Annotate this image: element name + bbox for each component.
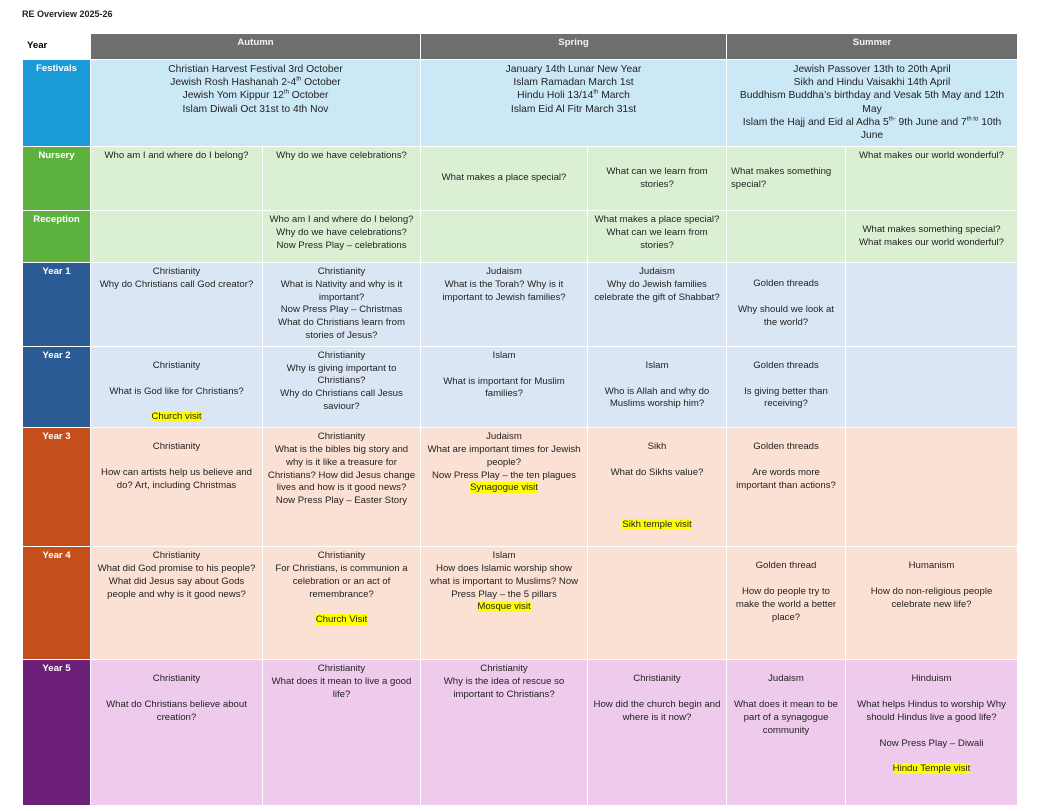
topic-question: What is important for Muslim families?	[443, 375, 565, 400]
topic-religion: Golden thread	[755, 560, 817, 572]
topic-question: How do non-religious people celebrate new life?	[870, 585, 993, 610]
visit-highlight: Hindu Temple visit	[892, 763, 971, 775]
year4-cell	[588, 547, 727, 660]
year2-cell	[846, 346, 1018, 427]
festival-line: 9th June and 7	[895, 116, 967, 128]
superscript: th	[593, 89, 599, 96]
superscript: th	[283, 89, 289, 96]
superscript: th to	[966, 116, 979, 123]
festivals-spring	[421, 60, 727, 147]
festival-line: Islam Ramadan March 1st	[513, 77, 634, 89]
row-label-year3: Year 3	[23, 428, 91, 547]
topic-religion: Christianity	[152, 441, 201, 453]
topic-question: Why do Jewish families celebrate the gift of Shabbat?	[594, 278, 720, 303]
festival-line: October	[288, 90, 329, 102]
year-header: Year	[23, 34, 91, 60]
topic-religion: Sikh	[647, 441, 667, 453]
topic-religion: Islam	[645, 359, 669, 371]
festivals-summer	[727, 60, 1018, 147]
year2-cell	[91, 346, 263, 427]
year3-cell	[727, 428, 846, 547]
topic-question: How does Islamic worship show what is important to Muslims? Now Press Play – the 5 pillars	[429, 562, 579, 600]
year5-cell	[91, 660, 263, 806]
year2-cell	[263, 346, 421, 427]
topic-question: What can we learn from stories?	[606, 226, 708, 251]
summer-header: Summer	[727, 34, 1018, 60]
topic-question: What are important times for Jewish people?	[427, 443, 581, 468]
year4-cell	[91, 547, 263, 660]
nursery-cell: What makes our world wonderful?	[846, 147, 1018, 211]
topic-religion: Christianity	[317, 663, 366, 675]
topic-note: Now Press Play – the ten plagues	[432, 469, 576, 481]
topic-question: What helps Hindus to worship Why should Hindus live a good life?	[857, 698, 1006, 723]
topic-religion: Judaism	[486, 266, 522, 277]
year1-cell	[846, 263, 1018, 347]
topic-religion: Christianity	[152, 673, 201, 685]
topic-question: Why do we have celebrations?	[276, 226, 407, 238]
topic-question: Why do Christians call God creator?	[99, 278, 254, 290]
topic-religion: Humanism	[908, 560, 955, 572]
topic-question: Who is Allah and why do Muslims worship him?	[604, 385, 710, 410]
topic-question: What do Christians learn from stories of Jesus?	[278, 317, 405, 341]
topic-religion: Hinduism	[911, 673, 952, 685]
topic-question: What is the bibles big story and why is it like a treasure for Christians? How did Jesus change lives and how is it good news?	[267, 443, 416, 494]
topic-religion: Christianity	[633, 673, 681, 685]
row-label-nursery: Nursery	[23, 147, 91, 211]
year4-cell	[846, 547, 1018, 660]
nursery-cell: What can we learn from stories?	[588, 147, 727, 211]
topic-religion: Christianity	[152, 266, 201, 277]
nursery-cell: What makes something special?	[727, 147, 846, 211]
topic-religion: Christianity	[317, 550, 366, 562]
topic-question: How did the church begin and where is it now?	[593, 698, 721, 723]
topic-note: Now Press Play – Christmas	[280, 304, 403, 316]
topic-religion: Golden threads	[753, 359, 819, 371]
year1-cell	[588, 263, 727, 347]
year1-cell	[263, 263, 421, 347]
topic-religion: Christianity	[317, 266, 366, 277]
reception-cell	[846, 211, 1018, 263]
page-title: RE Overview 2025-26	[22, 9, 113, 19]
re-overview-table	[22, 33, 1018, 806]
year2-cell	[727, 346, 846, 427]
festival-line: March	[598, 90, 630, 102]
year5-cell	[846, 660, 1018, 806]
topic-question: How do people try to make the world a better place?	[735, 585, 837, 623]
reception-row	[23, 211, 1018, 263]
year4-cell	[263, 547, 421, 660]
festival-line: Jewish Yom Kippur 12	[182, 90, 284, 102]
autumn-header: Autumn	[91, 34, 421, 60]
topic-question: What did God promise to his people? What did Jesus say about Gods people and why is it good news?	[97, 562, 256, 600]
reception-cell	[588, 211, 727, 263]
reception-cell	[263, 211, 421, 263]
topic-question: What makes something special?	[862, 223, 1001, 235]
year2-cell	[421, 346, 588, 427]
festivals-row	[23, 60, 1018, 147]
year1-cell	[421, 263, 588, 347]
topic-question: Why is giving important to Christians?	[286, 362, 397, 387]
nursery-cell: Why do we have celebrations?	[263, 147, 421, 211]
row-label-festivals: Festivals	[23, 60, 91, 147]
topic-question: Who am I and where do I belong?	[269, 214, 414, 225]
topic-question: What makes a place special?	[594, 214, 720, 225]
topic-question: What makes our world wonderful?	[858, 236, 1005, 248]
topic-question: What does it mean to be part of a synagogue community	[734, 698, 838, 736]
topic-religion: Islam	[492, 349, 516, 361]
topic-religion: Islam	[492, 550, 516, 562]
topic-question: How can artists help us believe and do? Art, including Christmas	[101, 466, 252, 491]
festival-line: Buddhism Buddha’s birthday and Vesak 5th May and 12th May	[739, 90, 1005, 115]
year5-cell	[588, 660, 727, 806]
reception-cell	[421, 211, 588, 263]
festival-line: Sikh and Hindu Vaisakhi 14th April	[793, 77, 951, 89]
year3-cell	[91, 428, 263, 547]
topic-question: What is the Torah? Why is it important to Jewish families?	[442, 278, 566, 303]
festival-line: 10th June	[860, 116, 1002, 142]
year2-cell	[588, 346, 727, 427]
year3-row	[23, 428, 1018, 547]
row-label-year2: Year 2	[23, 346, 91, 427]
topic-religion: Judaism	[486, 431, 522, 443]
festivals-autumn	[91, 60, 421, 147]
year4-cell	[727, 547, 846, 660]
festival-line: Christian Harvest Festival 3rd October	[168, 64, 343, 75]
nursery-row	[23, 147, 1018, 211]
topic-question: Why should we look at the world?	[738, 303, 834, 328]
year5-row	[23, 660, 1018, 806]
topic-question: What does it mean to live a good life?	[271, 675, 412, 700]
topic-question: What do Christians believe about creation?	[106, 698, 247, 723]
topic-question: What is Nativity and why is it important?	[280, 278, 403, 303]
topic-question: What do Sikhs value?	[610, 466, 704, 478]
year4-cell	[421, 547, 588, 660]
topic-question: For Christians, is communion a celebration or an act of remembrance?	[275, 562, 408, 600]
topic-note: Now Press Play – Diwali	[879, 737, 984, 749]
header-row	[23, 34, 1018, 60]
superscript: th	[296, 76, 302, 83]
topic-religion: Christianity	[480, 663, 528, 675]
topic-question: Why do Christians call Jesus saviour?	[280, 388, 403, 412]
topic-question: Why is the idea of rescue so important to Christians?	[443, 675, 565, 700]
festival-line: Islam the Hajj and Eid al Adha 5	[742, 116, 889, 128]
row-label-year5: Year 5	[23, 660, 91, 806]
festival-line: Islam Eid Al Fitr March 31st	[510, 103, 637, 115]
spring-header: Spring	[421, 34, 727, 60]
festival-line: Jewish Rosh Hashanah 2-4	[170, 77, 297, 89]
topic-question: What is God like for Christians?	[109, 385, 244, 397]
festival-line: Jewish Passover 13th to 20th April	[793, 64, 951, 75]
festival-line: Hindu Holi 13/14	[517, 90, 594, 102]
topic-religion: Christianity	[317, 349, 366, 361]
row-label-year4: Year 4	[23, 547, 91, 660]
nursery-cell: What makes a place special?	[421, 147, 588, 211]
festival-line: January 14th Lunar New Year	[505, 64, 642, 75]
visit-highlight: Sikh temple visit	[622, 518, 692, 530]
visit-highlight: Synagogue visit	[470, 482, 538, 494]
superscript: th-	[888, 116, 896, 123]
topic-religion: Christianity	[317, 431, 366, 443]
visit-highlight: Church visit	[151, 411, 202, 423]
year3-cell	[421, 428, 588, 547]
visit-highlight: Church Visit	[315, 614, 368, 626]
year5-cell	[727, 660, 846, 806]
topic-religion: Christianity	[152, 550, 201, 562]
year3-cell	[846, 428, 1018, 547]
topic-religion: Judaism	[768, 673, 804, 685]
topic-question: Is giving better than receiving?	[744, 385, 828, 410]
festival-line: October	[301, 77, 341, 89]
row-label-year1: Year 1	[23, 263, 91, 347]
topic-religion: Christianity	[152, 359, 201, 371]
nursery-cell: Who am I and where do I belong?	[91, 147, 263, 211]
topic-note: Now Press Play – celebrations	[276, 239, 407, 251]
topic-question: Are words more important than actions?	[736, 466, 836, 491]
year3-cell	[588, 428, 727, 547]
festival-line: Islam Diwali Oct 31st to 4th Nov	[182, 103, 329, 115]
topic-religion: Golden threads	[753, 441, 819, 453]
year1-row	[23, 263, 1018, 347]
year5-cell	[263, 660, 421, 806]
topic-religion: Golden threads	[753, 278, 819, 289]
reception-cell	[91, 211, 263, 263]
year2-row	[23, 346, 1018, 427]
reception-cell	[727, 211, 846, 263]
topic-religion: Judaism	[639, 266, 675, 277]
visit-highlight: Mosque visit	[477, 601, 531, 613]
year3-cell	[263, 428, 421, 547]
row-label-reception: Reception	[23, 211, 91, 263]
topic-note: Now Press Play – Easter Story	[275, 495, 408, 507]
year5-cell	[421, 660, 588, 806]
year1-cell	[727, 263, 846, 347]
year1-cell	[91, 263, 263, 347]
year4-row	[23, 547, 1018, 660]
